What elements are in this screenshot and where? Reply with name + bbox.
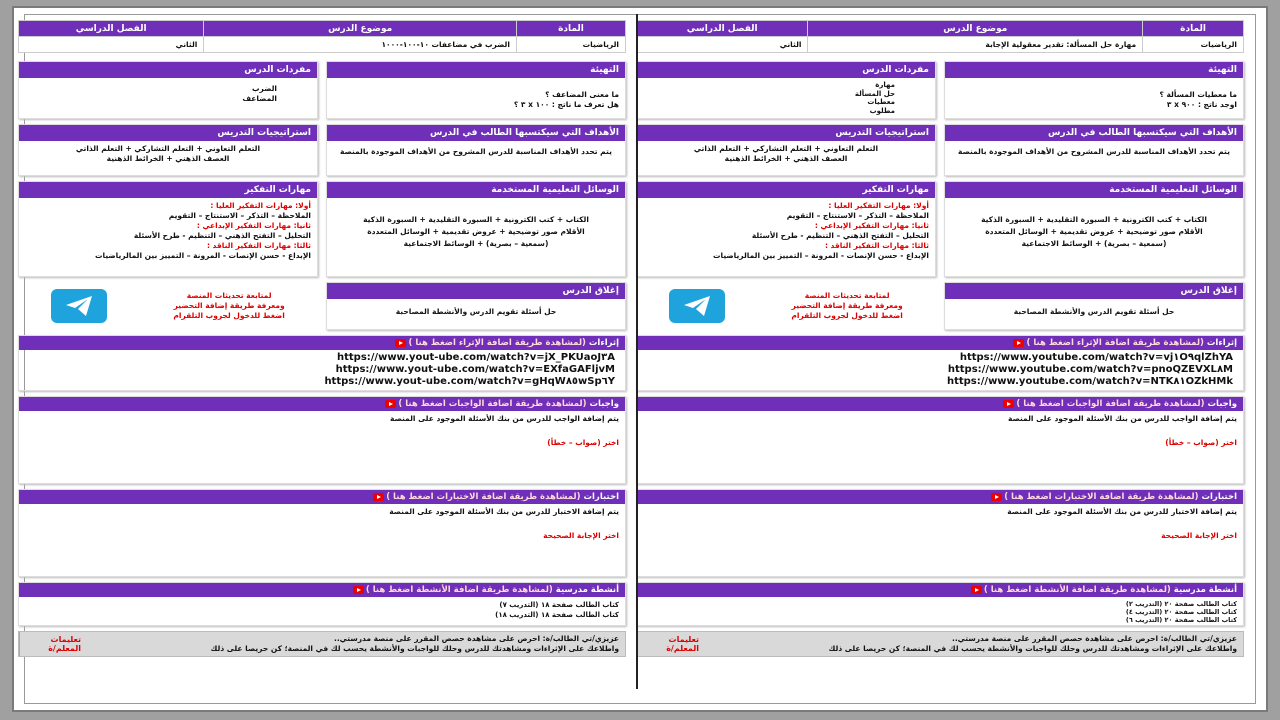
mufradat-line2: المضاعف	[242, 94, 277, 103]
telegram-line1: لمتابعة تحديثات المنصة	[186, 291, 272, 300]
tahyia-line1: ما معطيات المسألة ؟	[1159, 90, 1237, 99]
ikhtibarat-line2: اختر الإجابة الصحيحة	[543, 531, 619, 540]
val-topic: مهارة حل المسألة: تقدير معقولية الإجابة	[808, 37, 1143, 53]
mufradat-line1: الضرب	[252, 84, 277, 93]
wasail-line2: الأقلام صور توضيحية + عروض تقديمية + الوسائل المتعددة	[985, 227, 1203, 236]
lesson-page-right	[636, 14, 1244, 694]
maharat-b1: التحليل – التفتح الذهني – التنظيم - طرح الأسئلة	[133, 231, 311, 240]
mufradat-box	[636, 61, 936, 119]
teacher-instructions	[636, 631, 1244, 657]
youtube-icon[interactable]	[373, 493, 384, 501]
telegram-icon[interactable]	[51, 289, 107, 323]
ighlaq-title: إغلاق الدرس	[945, 283, 1243, 299]
ikhtibarat-box	[18, 489, 626, 577]
maharat-b1: التحليل – التفتح الذهني – التنظيم - طرح الأسئلة	[751, 231, 929, 240]
col-subject: المادة	[1143, 21, 1244, 37]
wasail-title: الوسائل التعليمية المستخدمة	[327, 182, 625, 198]
wasail-line3: (سمعية – بصرية) + الوسائط الاجتماعية	[403, 239, 549, 248]
mufradat-line4: مطلوب	[869, 106, 895, 115]
wajibat-box	[18, 396, 626, 484]
anshita-line2: كتاب الطالب صفحة ٢٠ (التدريب ٤)	[1125, 608, 1237, 616]
maharat-title: مهارات التفكير	[637, 182, 935, 198]
mufradat-title: مفردات الدرس	[19, 62, 317, 78]
wajibat-line2: اختر (صواب – خطأ)	[1165, 438, 1237, 447]
ithraat-title: إثراءات	[1206, 338, 1237, 348]
maharat-a: أولا: مهارات التفكير العليا :	[210, 201, 311, 210]
telegram-icon[interactable]	[669, 289, 725, 323]
ithraat-link-1[interactable]: https://www.yout-ube.com/watch?v=jX_PKUaoJ٣A	[336, 352, 615, 363]
wasail-box	[326, 181, 626, 277]
col-topic: موضوع الدرس	[808, 21, 1143, 37]
youtube-icon[interactable]	[971, 586, 982, 594]
telegram-line3: اضغط للدخول لجروب التلقرام	[173, 311, 285, 320]
maharat-b: ثانيا: مهارات التفكير الإبداعي :	[196, 221, 311, 230]
ighlaq-box	[944, 282, 1244, 330]
tahyia-title: التهيئة	[945, 62, 1243, 78]
maharat-box	[18, 181, 318, 277]
strategies-title: استراتيجيات التدريس	[637, 125, 935, 141]
val-subject: الرياضيات	[1143, 37, 1244, 53]
wajibat-title: واجبات	[589, 399, 619, 409]
anshita-line3: كتاب الطالب صفحة ٢٠ (التدريب ٦)	[1125, 616, 1237, 624]
youtube-icon[interactable]	[1003, 400, 1014, 408]
ahdaf-title: الأهداف التي سيكتسبها الطالب في الدرس	[327, 125, 625, 141]
col-semester: الفصل الدراسي	[19, 21, 204, 37]
wasail-title: الوسائل التعليمية المستخدمة	[945, 182, 1243, 198]
youtube-icon[interactable]	[395, 339, 406, 347]
ighlaq-text: حل أسئلة تقويم الدرس والأنشطة المصاحبة	[945, 299, 1243, 327]
val-semester: الثاني	[637, 37, 808, 53]
tahyia-box	[326, 61, 626, 119]
ithraat-link-3[interactable]: https://www.yout-ube.com/watch?v=gHqW٨٥wSp٦Y	[324, 376, 615, 387]
ithraat-box	[18, 335, 626, 391]
strategies-box	[636, 124, 936, 176]
page-divider	[636, 14, 638, 689]
ithraat-link-2[interactable]: https://www.youtube.com/watch?v=pnoQZEVXL٨M	[947, 364, 1233, 375]
telegram-line2: ومعرفة طريقة إضافة التحضير	[791, 301, 903, 310]
maharat-box	[636, 181, 936, 277]
talimat-line1: عزيزي/تي الطالب/ة: احرص على مشاهدة حصص المقرر على منصة مدرستي..	[333, 634, 619, 643]
ithraat-howto-link[interactable]: (لمشاهدة طريقة اضافة الإثراء اضغط هنا )	[1026, 338, 1204, 348]
ikhtibarat-howto-link[interactable]: (لمشاهدة طريقة اضافة الاختبارات اضغط هنا )	[386, 492, 581, 502]
maharat-title: مهارات التفكير	[19, 182, 317, 198]
tahyia-line2: هل تعرف ما ناتج : ١٠٠ x ٣ ؟	[513, 100, 619, 109]
anshita-box	[636, 582, 1244, 626]
talimat-line2: واطلاعك على الإثراءات ومشاهدتك للدرس وحلك للواجبات والأنشطة يحسب لك في المنصة؛ كن حريصا على ذلك	[210, 644, 619, 653]
ahdaf-box	[944, 124, 1244, 176]
ikhtibarat-howto-link[interactable]: (لمشاهدة طريقة اضافة الاختبارات اضغط هنا )	[1004, 492, 1199, 502]
maharat-b: ثانيا: مهارات التفكير الإبداعي :	[814, 221, 929, 230]
strategies-line2: العصف الذهني + الخرائط الذهنية	[724, 154, 848, 163]
info-grid	[18, 61, 626, 330]
ithraat-title: إثراءات	[588, 338, 619, 348]
youtube-icon[interactable]	[991, 493, 1002, 501]
telegram-promo[interactable]	[636, 282, 936, 330]
talimat-line2: واطلاعك على الإثراءات ومشاهدتك للدرس وحلك للواجبات والأنشطة يحسب لك في المنصة؛ كن حريصا على ذلك	[828, 644, 1237, 653]
wajibat-box	[636, 396, 1244, 484]
anshita-howto-link[interactable]: (لمشاهدة طريقة اضافة الأنشطة اضغط هنا )	[983, 585, 1171, 595]
wasail-line1: الكتاب + كتب الكترونية + السبورة التقليدية + السبورة الذكية	[981, 215, 1207, 224]
maharat-a1: الملاحظة – التذكر – الاستنتاج – التقويم	[786, 211, 929, 220]
info-grid	[636, 61, 1244, 330]
pages	[18, 14, 1244, 694]
mufradat-title: مفردات الدرس	[637, 62, 935, 78]
maharat-c: ثالثا: مهارات التفكير الناقد :	[206, 241, 311, 250]
mufradat-line1: مهارة	[875, 81, 895, 89]
val-semester: الثاني	[19, 37, 204, 53]
ahdaf-text: يتم تحدد الأهداف المناسبة للدرس المشروح من الأهداف الموجودة بالمنصة	[945, 141, 1243, 175]
wajibat-line2: اختر (صواب – خطأ)	[547, 438, 619, 447]
telegram-line1: لمتابعة تحديثات المنصة	[804, 291, 890, 300]
ahdaf-text: يتم تحدد الأهداف المناسبة للدرس المشروح من الأهداف الموجودة بالمنصة	[327, 141, 625, 175]
maharat-c1: الإبداع - حسن الإنصات - المرونة – التمييز بين المالرياضيات	[713, 251, 929, 260]
tahyia-box	[944, 61, 1244, 119]
ikhtibarat-line1: يتم إضافة الاختبار للدرس من بنك الأسئلة الموجود على المنصة	[1007, 507, 1237, 516]
tahyia-title: التهيئة	[327, 62, 625, 78]
col-semester: الفصل الدراسي	[637, 21, 808, 37]
lesson-header-table	[18, 20, 626, 53]
ighlaq-text: حل أسئلة تقويم الدرس والأنشطة المصاحبة	[327, 299, 625, 327]
col-topic: موضوع الدرس	[204, 21, 517, 37]
ikhtibarat-line2: اختر الإجابة الصحيحة	[1161, 531, 1237, 540]
ithraat-link-3[interactable]: https://www.youtube.com/watch?v=NTK٨١OZkHMk	[946, 376, 1233, 387]
anshita-line1: كتاب الطالب صفحة ٢٠ (التدريب ٢)	[1125, 600, 1237, 608]
wasail-line3: (سمعية – بصرية) + الوسائط الاجتماعية	[1021, 239, 1167, 248]
strategies-line1: التعلم التعاوني + التعلم التشاركي + التعلم الذاتي	[75, 144, 261, 153]
lesson-page-left	[18, 14, 626, 694]
maharat-c: ثالثا: مهارات التفكير الناقد :	[824, 241, 929, 250]
wajibat-line1: يتم إضافة الواجب للدرس من بنك الأسئلة الموجود على المنصة	[1008, 414, 1237, 423]
mufradat-line3: معطيات	[867, 98, 895, 106]
tahyia-line1: ما معنى المضاعف ؟	[545, 90, 619, 99]
maharat-a1: الملاحظة – التذكر – الاستنتاج – التقويم	[168, 211, 311, 220]
anshita-howto-link[interactable]: (لمشاهدة طريقة اضافة الأنشطة اضغط هنا )	[365, 585, 553, 595]
strategies-line1: التعلم التعاوني + التعلم التشاركي + التعلم الذاتي	[693, 144, 879, 153]
ikhtibarat-line1: يتم إضافة الاختبار للدرس من بنك الأسئلة الموجود على المنصة	[389, 507, 619, 516]
wajibat-title: واجبات	[1207, 399, 1237, 409]
talimat-label: تعليمات المعلم/ة	[19, 632, 81, 656]
teacher-instructions	[18, 631, 626, 657]
youtube-icon[interactable]	[353, 586, 364, 594]
wajibat-howto-link[interactable]: (لمشاهدة طريقة اضافة الواجبات اضغط هنا )	[1016, 399, 1205, 409]
anshita-line2: كتاب الطالب صفحة ١٨ (التدريب ١٨)	[495, 611, 619, 619]
maharat-c1: الإبداع - حسن الإنصات - المرونة – التمييز بين المالرياضيات	[95, 251, 311, 260]
strategies-box	[18, 124, 318, 176]
talimat-label: تعليمات المعلم/ة	[637, 632, 699, 656]
telegram-line3: اضغط للدخول لجروب التلقرام	[791, 311, 903, 320]
lesson-header-table	[636, 20, 1244, 53]
strategies-title: استراتيجيات التدريس	[19, 125, 317, 141]
anshita-title: أنشطة مدرسية	[1173, 585, 1237, 595]
youtube-icon[interactable]	[385, 400, 396, 408]
ahdaf-title: الأهداف التي سيكتسبها الطالب في الدرس	[945, 125, 1243, 141]
wajibat-line1: يتم إضافة الواجب للدرس من بنك الأسئلة الموجود على المنصة	[390, 414, 619, 423]
maharat-a: أولا: مهارات التفكير العليا :	[828, 201, 929, 210]
val-subject: الرياضيات	[516, 37, 625, 53]
anshita-title: أنشطة مدرسية	[555, 585, 619, 595]
wajibat-howto-link[interactable]: (لمشاهدة طريقة اضافة الواجبات اضغط هنا )	[398, 399, 587, 409]
ighlaq-box	[326, 282, 626, 330]
ikhtibarat-title: اختبارات	[1201, 492, 1237, 502]
tahyia-line2: اوجد ناتج : ٩٠٠ x ٣	[1166, 100, 1237, 109]
val-topic: الضرب في مضاعفات ١٠-١٠٠-١٠٠٠	[204, 37, 517, 53]
mufradat-box	[18, 61, 318, 119]
ithraat-howto-link[interactable]: (لمشاهدة طريقة اضافة الإثراء اضغط هنا )	[408, 338, 586, 348]
anshita-box	[18, 582, 626, 626]
col-subject: المادة	[516, 21, 625, 37]
strategies-line2: العصف الذهني + الخرائط الذهنية	[106, 154, 230, 163]
ikhtibarat-box	[636, 489, 1244, 577]
ikhtibarat-title: اختبارات	[583, 492, 619, 502]
telegram-line2: ومعرفة طريقة إضافة التحضير	[173, 301, 285, 310]
anshita-line1: كتاب الطالب صفحة ١٨ (التدريب ٧)	[499, 601, 619, 609]
wasail-line1: الكتاب + كتب الكترونية + السبورة التقليدية + السبورة الذكية	[363, 215, 589, 224]
wasail-line2: الأقلام صور توضيحية + عروض تقديمية + الوسائل المتعددة	[367, 227, 585, 236]
ithraat-box	[636, 335, 1244, 391]
ithraat-link-2[interactable]: https://www.yout-ube.com/watch?v=EXfaGAFljvM	[335, 364, 615, 375]
talimat-line1: عزيزي/تي الطالب/ة: احرص على مشاهدة حصص المقرر على منصة مدرستي..	[951, 634, 1237, 643]
youtube-icon[interactable]	[1013, 339, 1024, 347]
ighlaq-title: إغلاق الدرس	[327, 283, 625, 299]
ithraat-link-1[interactable]: https://www.youtube.com/watch?v=vj١O٩qlZhYA	[959, 352, 1233, 363]
telegram-promo[interactable]	[18, 282, 318, 330]
mufradat-line2: حل المسألة	[854, 89, 895, 98]
wasail-box	[944, 181, 1244, 277]
ahdaf-box	[326, 124, 626, 176]
